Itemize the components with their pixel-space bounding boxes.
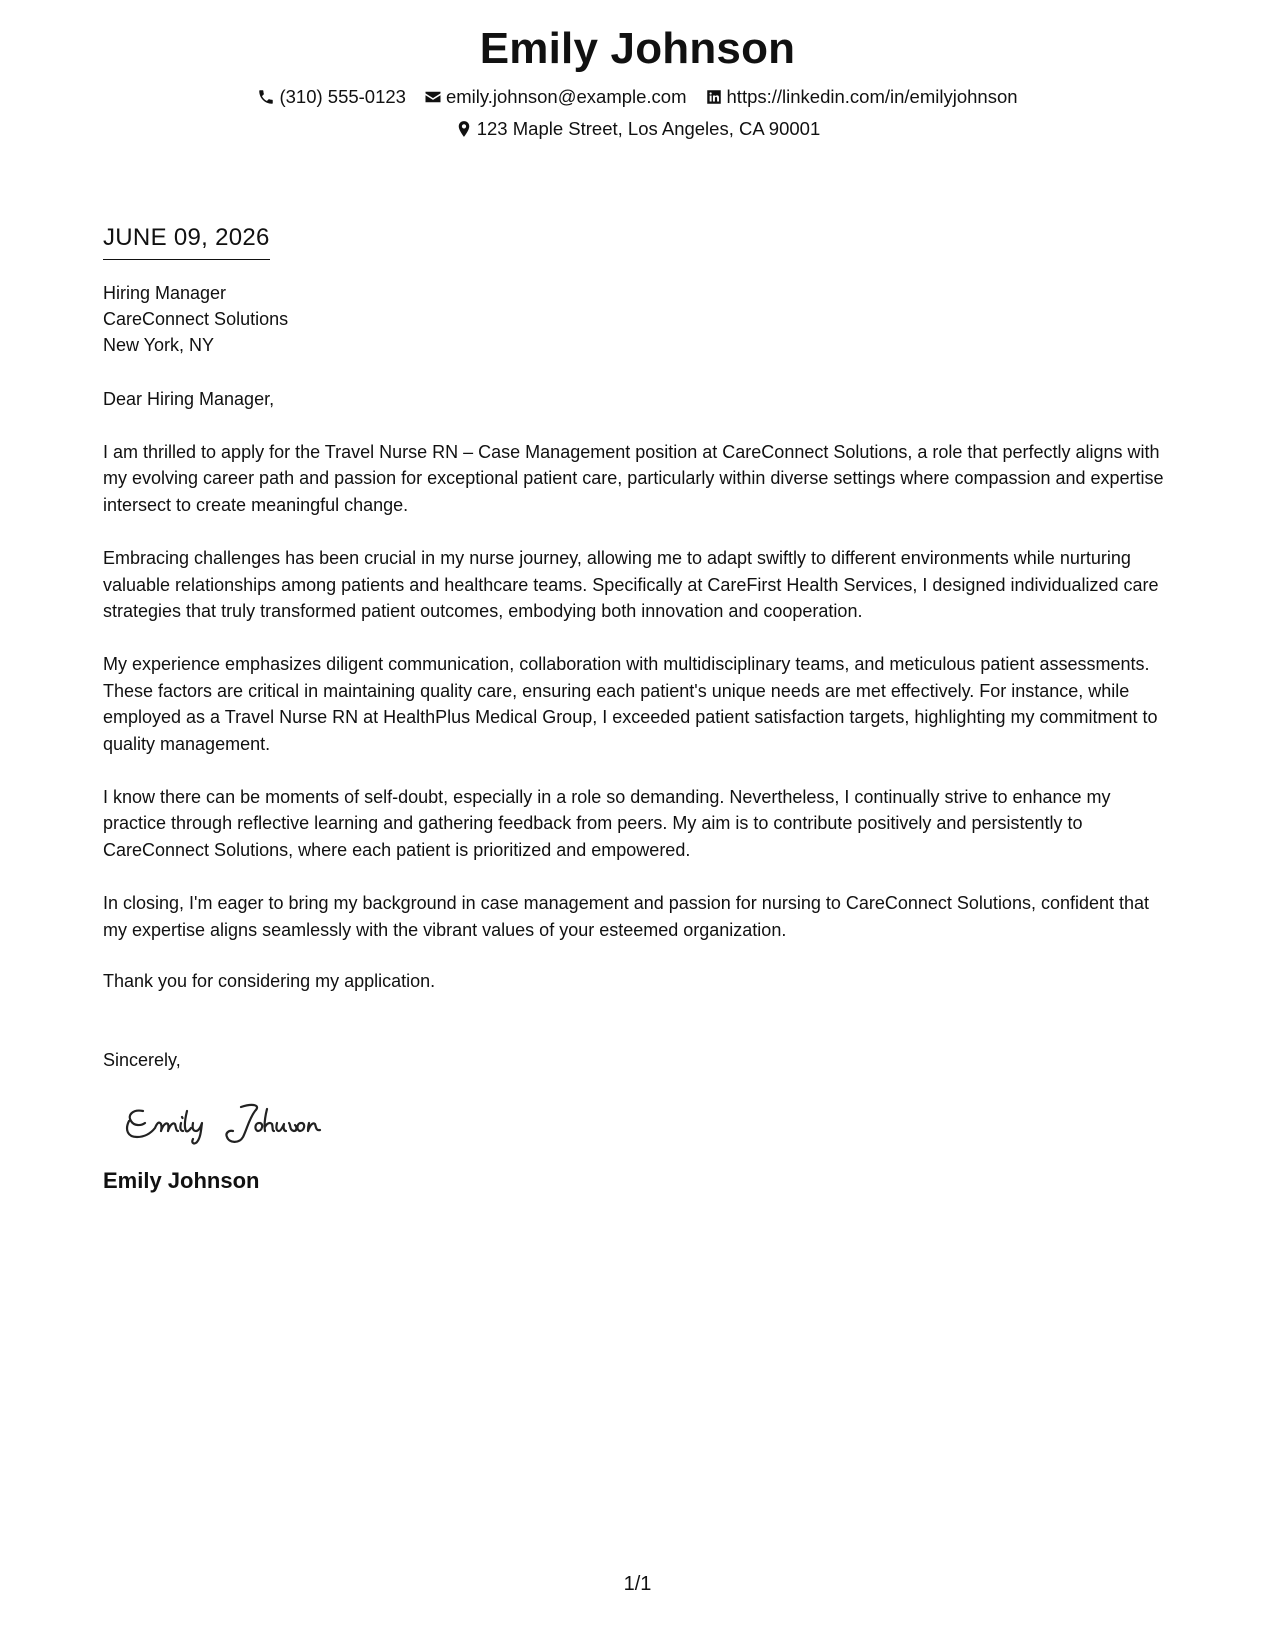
closing-line: Sincerely, [103,1050,181,1071]
phone-text: (310) 555-0123 [279,86,406,107]
body-paragraph: In closing, I'm eager to bring my background in case management and passion for nursing to CareConnect Solutions, confident that my expertise aligns seamlessly with the vibrant values of your esteemed organization. [103,893,1150,940]
contact-address [455,115,821,143]
recipient-title: Hiring Manager [103,283,227,303]
applicant-name: Emily Johnson [479,24,796,73]
linkedin-url[interactable]: https://linkedin.com/in/emilyjohnson [726,86,1018,107]
email-text[interactable]: emily.johnson@example.com [445,86,687,107]
letter-body [103,222,1178,1195]
contact-row [0,83,1275,111]
recipient-location: New York, NY [103,335,215,355]
contact-linkedin[interactable] [705,83,1018,111]
letter-date: JUNE 09, 2026 [103,222,270,260]
linkedin-icon [705,88,723,106]
body-paragraph: My experience emphasizes diligent communication, collaboration with multidisciplinary teams, and meticulous patient assessments. These factors are critical in maintaining quality care, ensuring each patient's unique needs are met effectively. For instance, while employed as a Travel Nurse RN at HealthPlus Medical Group, I exceeded patient satisfaction targets, highlighting my commitment to quality management. [103,654,1158,754]
thanks-line: Thank you for considering my application. [103,971,436,992]
signer-name: Emily Johnson [103,1168,260,1194]
recipient-block [103,280,1178,358]
envelope-icon [424,88,442,106]
address-row [0,115,1275,143]
letter-header [0,18,1275,143]
body-paragraph: I know there can be moments of self-doubt, especially in a role so demanding. Nevertheless, I continually strive to enhance my practice through reflective learning and gathering feedback from peers. My aim is to contribute positively and persistently to CareConnect Solutions, where each patient is prioritized and empowered. [103,787,1111,860]
body-paragraph: I am thrilled to apply for the Travel Nurse RN – Case Management position at CareConnect Solutions, a role that perfectly aligns with my evolving career path and passion for exceptional patient care, particularly within diverse settings where compassion and expertise intersect to create meaningful change. [103,442,1164,515]
phone-icon [257,88,275,106]
map-marker-icon [455,120,473,138]
recipient-company: CareConnect Solutions [103,309,289,329]
body-paragraph: Embracing challenges has been crucial in my nurse journey, allowing me to adapt swiftly to different environments while nurturing valuable relationships among patients and healthcare teams. Specifically at CareFirst Health Services, I designed individualized care strategies that truly transformed patient outcomes, embodying both innovation and cooperation. [103,548,1159,622]
page-number: 1/1 [623,1573,652,1595]
contact-email[interactable] [424,83,687,111]
address-text: 123 Maple Street, Los Angeles, CA 90001 [476,118,821,139]
handwritten-signature [121,1093,1178,1149]
contact-phone [257,83,406,111]
salutation: Dear Hiring Manager, [103,389,275,409]
